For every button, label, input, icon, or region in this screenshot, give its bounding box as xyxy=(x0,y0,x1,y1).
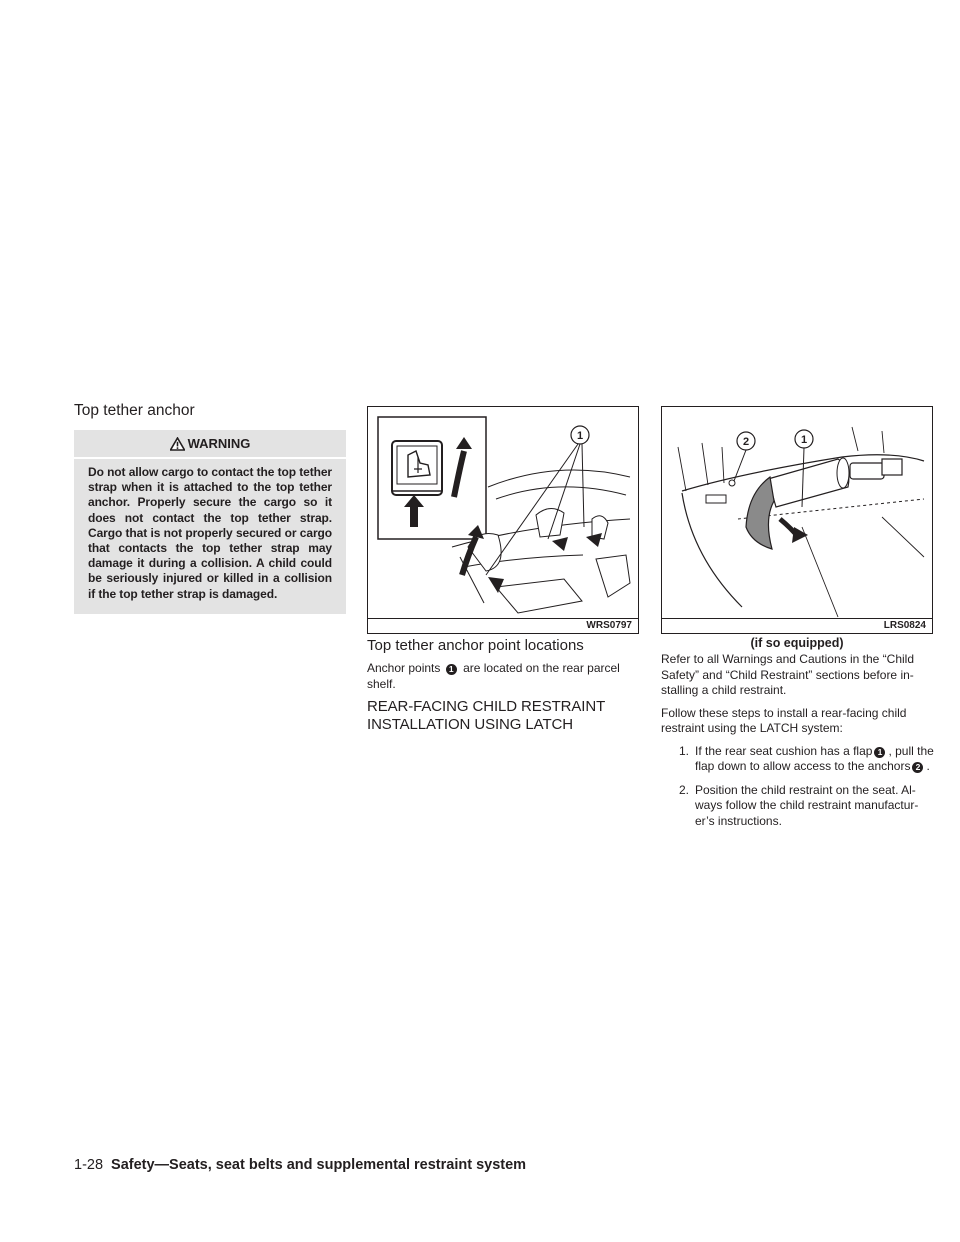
figure1-rule xyxy=(368,618,638,619)
figure1-code: WRS0797 xyxy=(586,620,632,631)
warning-box xyxy=(74,430,346,614)
step1-text-a: If the rear seat cushion has a flap xyxy=(695,743,873,758)
chapter-title: Safety—Seats, seat belts and supplemental restraint system xyxy=(111,1157,527,1173)
anchor-text-after: are located on the rear parcel shelf. xyxy=(367,661,620,691)
latch-flap-figure xyxy=(661,406,933,634)
figure2-code: LRS0824 xyxy=(883,620,926,631)
latch-instructions xyxy=(661,652,934,837)
callout-1-marker: 1 xyxy=(874,747,885,758)
warning-label: WARNING xyxy=(187,436,251,451)
intro-paragraph: Refer to all Warnings and Cautions in the “Child Safety” and “Child Restraint” sections before in-stalling a child restraint. xyxy=(661,652,915,697)
warning-text: Do not allow cargo to contact the top tether strap when it is attached to the top tether anchor. Properly secure the cargo so it does not contact the top tether strap. Cargo that is not properly secured or cargo that contacts the top tether strap may damage it during a collision. A child could be seriously injured or killed in a collision if the top tether strap is damaged. xyxy=(88,465,332,601)
latch-flap-illustration xyxy=(662,407,932,619)
step1-text-c: . xyxy=(926,759,930,773)
tether-anchor-illustration xyxy=(368,407,638,619)
callout-2-marker: 2 xyxy=(912,762,923,773)
step1-text-b: , pull the flap down to allow access to the anchors xyxy=(695,743,934,773)
page-number: 1-28 xyxy=(74,1157,104,1173)
warning-triangle-icon xyxy=(170,437,185,451)
callout-1-marker: 1 xyxy=(446,664,457,675)
anchor-points-text xyxy=(367,661,639,692)
warning-divider xyxy=(74,457,346,459)
rear-facing-heading: REAR-FACING CHILD RESTRAINT INSTALLATION USING LATCH xyxy=(367,698,605,733)
step-2 xyxy=(661,783,934,830)
step-text: Position the child restraint on the seat. Al-ways follow the child restraint manufactur-er’s instructions. xyxy=(695,782,919,828)
figure2-callout-1: 1 xyxy=(800,434,808,446)
step-1 xyxy=(661,744,934,775)
step-text xyxy=(695,744,934,775)
page-footer xyxy=(74,1157,526,1173)
step-number: 2. xyxy=(678,782,689,797)
figure2-callout-2: 2 xyxy=(742,436,750,448)
steps-intro-paragraph: Follow these steps to install a rear-facing child restraint using the LATCH system: xyxy=(661,705,907,735)
warning-header xyxy=(74,430,346,457)
figure2-caption: (if so equipped) xyxy=(750,636,844,650)
tether-anchor-figure xyxy=(367,406,639,634)
figure1-callout: 1 xyxy=(576,430,584,442)
figure1-caption: Top tether anchor point locations xyxy=(367,637,584,654)
anchor-text-before: Anchor points xyxy=(367,661,441,675)
step-number: 1. xyxy=(678,743,689,758)
figure2-rule xyxy=(662,618,932,619)
section-heading: Top tether anchor xyxy=(74,402,195,419)
